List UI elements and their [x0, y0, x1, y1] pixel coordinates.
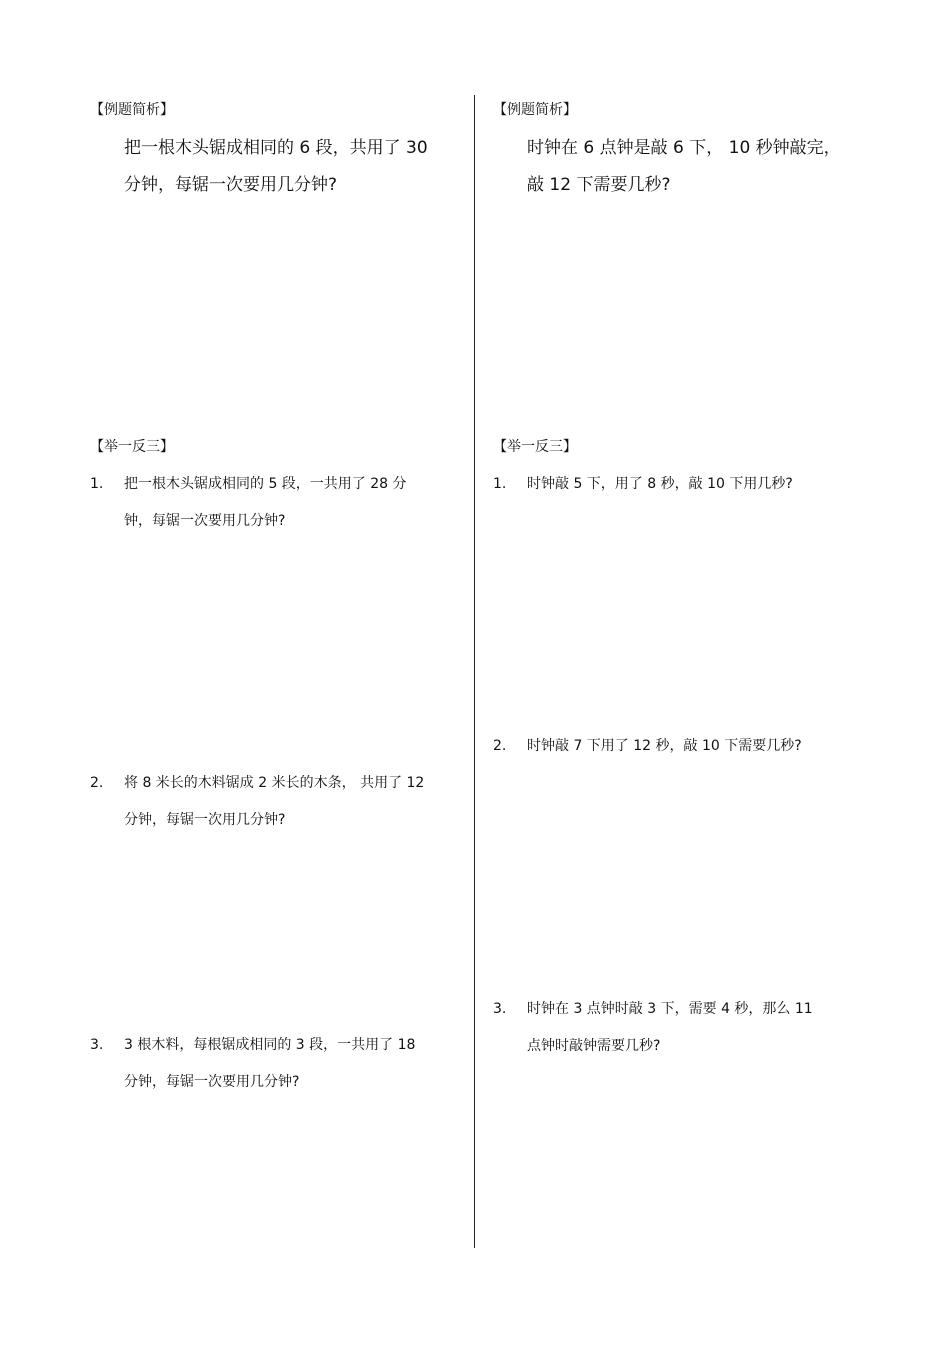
item-line: 将 8 米长的木料锯成 2 米长的木条， 共用了 12	[124, 775, 425, 791]
item-number: 2.	[90, 775, 104, 791]
right-example-title: 【例题简析】	[493, 102, 577, 118]
item-line: 分钟，每锯一次要用几分钟?	[124, 1074, 300, 1090]
item-number: 3.	[90, 1037, 104, 1053]
item-line: 把一根木头锯成相同的 5 段，一共用了 28 分	[124, 476, 407, 492]
left-example-line-2: 分钟，每锯一次要用几分钟?	[124, 175, 338, 195]
item-line: 分钟，每锯一次用几分钟?	[124, 812, 286, 828]
left-example-problem	[124, 130, 428, 204]
item-number: 2.	[493, 738, 507, 754]
left-example-title: 【例题简析】	[90, 102, 174, 118]
item-line: 时钟敲 7 下用了 12 秒，敲 10 下需要几秒?	[527, 738, 802, 754]
item-line: 时钟在 3 点钟时敲 3 下，需要 4 秒，那么 11	[527, 1001, 813, 1017]
left-example-line-1: 把一根木头锯成相同的 6 段，共用了 30	[124, 138, 428, 158]
item-line: 点钟时敲钟需要几秒?	[527, 1038, 661, 1054]
right-example-line-1: 时钟在 6 点钟是敲 6 下， 10 秒钟敲完，	[527, 138, 841, 158]
right-practice-title: 【举一反三】	[493, 439, 577, 455]
column-divider	[474, 95, 475, 1248]
left-practice-title: 【举一反三】	[90, 439, 174, 455]
item-line: 3 根木料，每根锯成相同的 3 段，一共用了 18	[124, 1037, 416, 1053]
item-number: 1.	[493, 476, 507, 492]
right-example-problem	[527, 130, 841, 204]
right-example-line-2: 敲 12 下需要几秒?	[527, 175, 671, 195]
item-line: 时钟敲 5 下，用了 8 秒，敲 10 下用几秒?	[527, 476, 793, 492]
item-line: 钟，每锯一次要用几分钟?	[124, 513, 286, 529]
item-number: 1.	[90, 476, 104, 492]
item-number: 3.	[493, 1001, 507, 1017]
